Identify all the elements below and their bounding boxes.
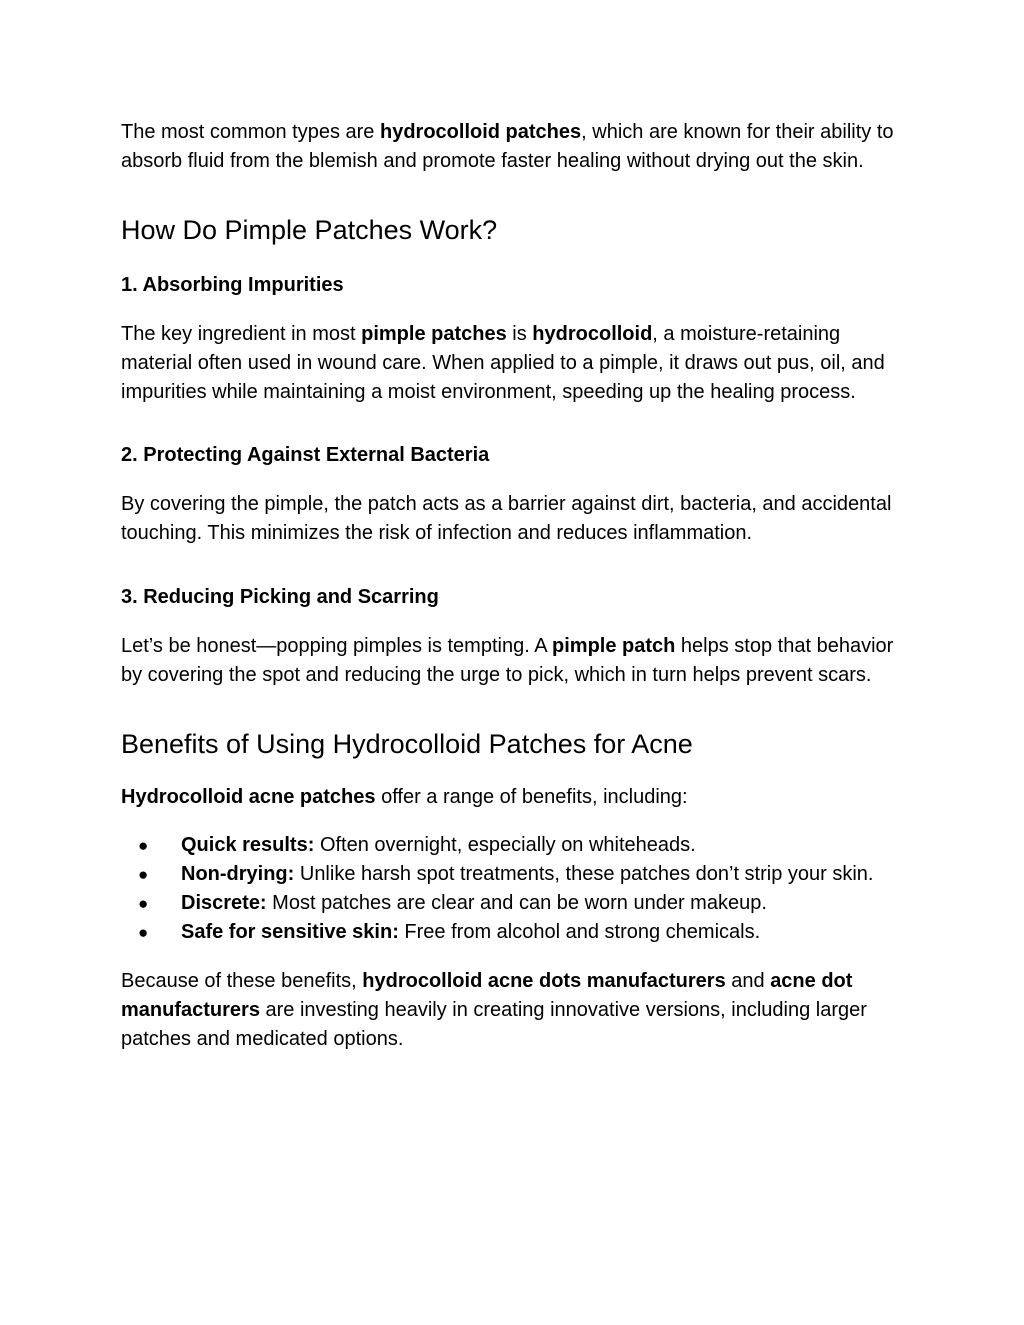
benefits-list xyxy=(121,831,911,947)
list-item: ● Safe for sensitive skin: Free from alcohol and strong chemicals. xyxy=(121,918,911,947)
bullet-icon: ● xyxy=(138,865,149,884)
protecting-bacteria-paragraph: By covering the pimple, the patch acts as a barrier against dirt, bacteria, and accidental touching. This minimizes the risk of infection and reduces inflammation. xyxy=(121,493,892,544)
hydrocolloid-term: hydrocolloid xyxy=(532,323,653,345)
list-item: ● Quick results: Often overnight, especially on whiteheads. xyxy=(121,831,911,860)
section-heading-benefits: Benefits of Using Hydrocolloid Patches for Acne xyxy=(121,729,693,759)
subheading-reducing-picking: 3. Reducing Picking and Scarring xyxy=(121,586,439,608)
intro-paragraph: The most common types are hydrocolloid patches, which are known for their ability to absorb fluid from the blemish and promote faster healing without drying out the skin. xyxy=(121,121,894,172)
document-page xyxy=(121,118,911,1054)
bullet-icon: ● xyxy=(138,894,149,913)
list-item: ● Discrete: Most patches are clear and can be worn under makeup. xyxy=(121,889,911,918)
list-item: ● Non-drying: Unlike harsh spot treatments, these patches don’t strip your skin. xyxy=(121,860,911,889)
hydrocolloid-patches-term: hydrocolloid patches xyxy=(379,121,582,143)
bullet-icon: ● xyxy=(138,923,149,942)
pimple-patches-term: pimple patches xyxy=(361,323,507,345)
benefits-lead-paragraph: Hydrocolloid acne patches offer a range of benefits, including: xyxy=(121,786,688,808)
reducing-picking-paragraph: Let’s be honest—popping pimples is tempting. A pimple patch helps stop that behavior by covering the spot and reducing the urge to pick, which in turn helps prevent scars. xyxy=(121,635,894,686)
pimple-patch-term: pimple patch xyxy=(552,635,676,657)
subheading-absorbing-impurities: 1. Absorbing Impurities xyxy=(121,274,344,296)
subheading-protecting-bacteria: 2. Protecting Against External Bacteria xyxy=(121,444,490,466)
hydrocolloid-acne-dots-manufacturers-term: hydrocolloid acne dots manufacturers xyxy=(362,970,726,992)
bullet-icon: ● xyxy=(138,836,149,855)
hydrocolloid-acne-patches-term: Hydrocolloid acne patches xyxy=(121,786,376,808)
acne-dot-manufacturers-term: acne dot manufacturers xyxy=(121,970,853,1021)
absorbing-impurities-paragraph: The key ingredient in most pimple patches is hydrocolloid, a moisture-retaining material often used in wound care. When applied to a pimple, it draws out pus, oil, and impurities while maintaining a moist environment, speeding up the healing process. xyxy=(121,323,885,403)
section-heading-how-patches-work: How Do Pimple Patches Work? xyxy=(121,215,498,245)
benefits-closing-paragraph: Because of these benefits, hydrocolloid acne dots manufacturers and acne dot manufacturers are investing heavily in creating innovative versions, including larger patches and medicated options. xyxy=(121,970,867,1050)
